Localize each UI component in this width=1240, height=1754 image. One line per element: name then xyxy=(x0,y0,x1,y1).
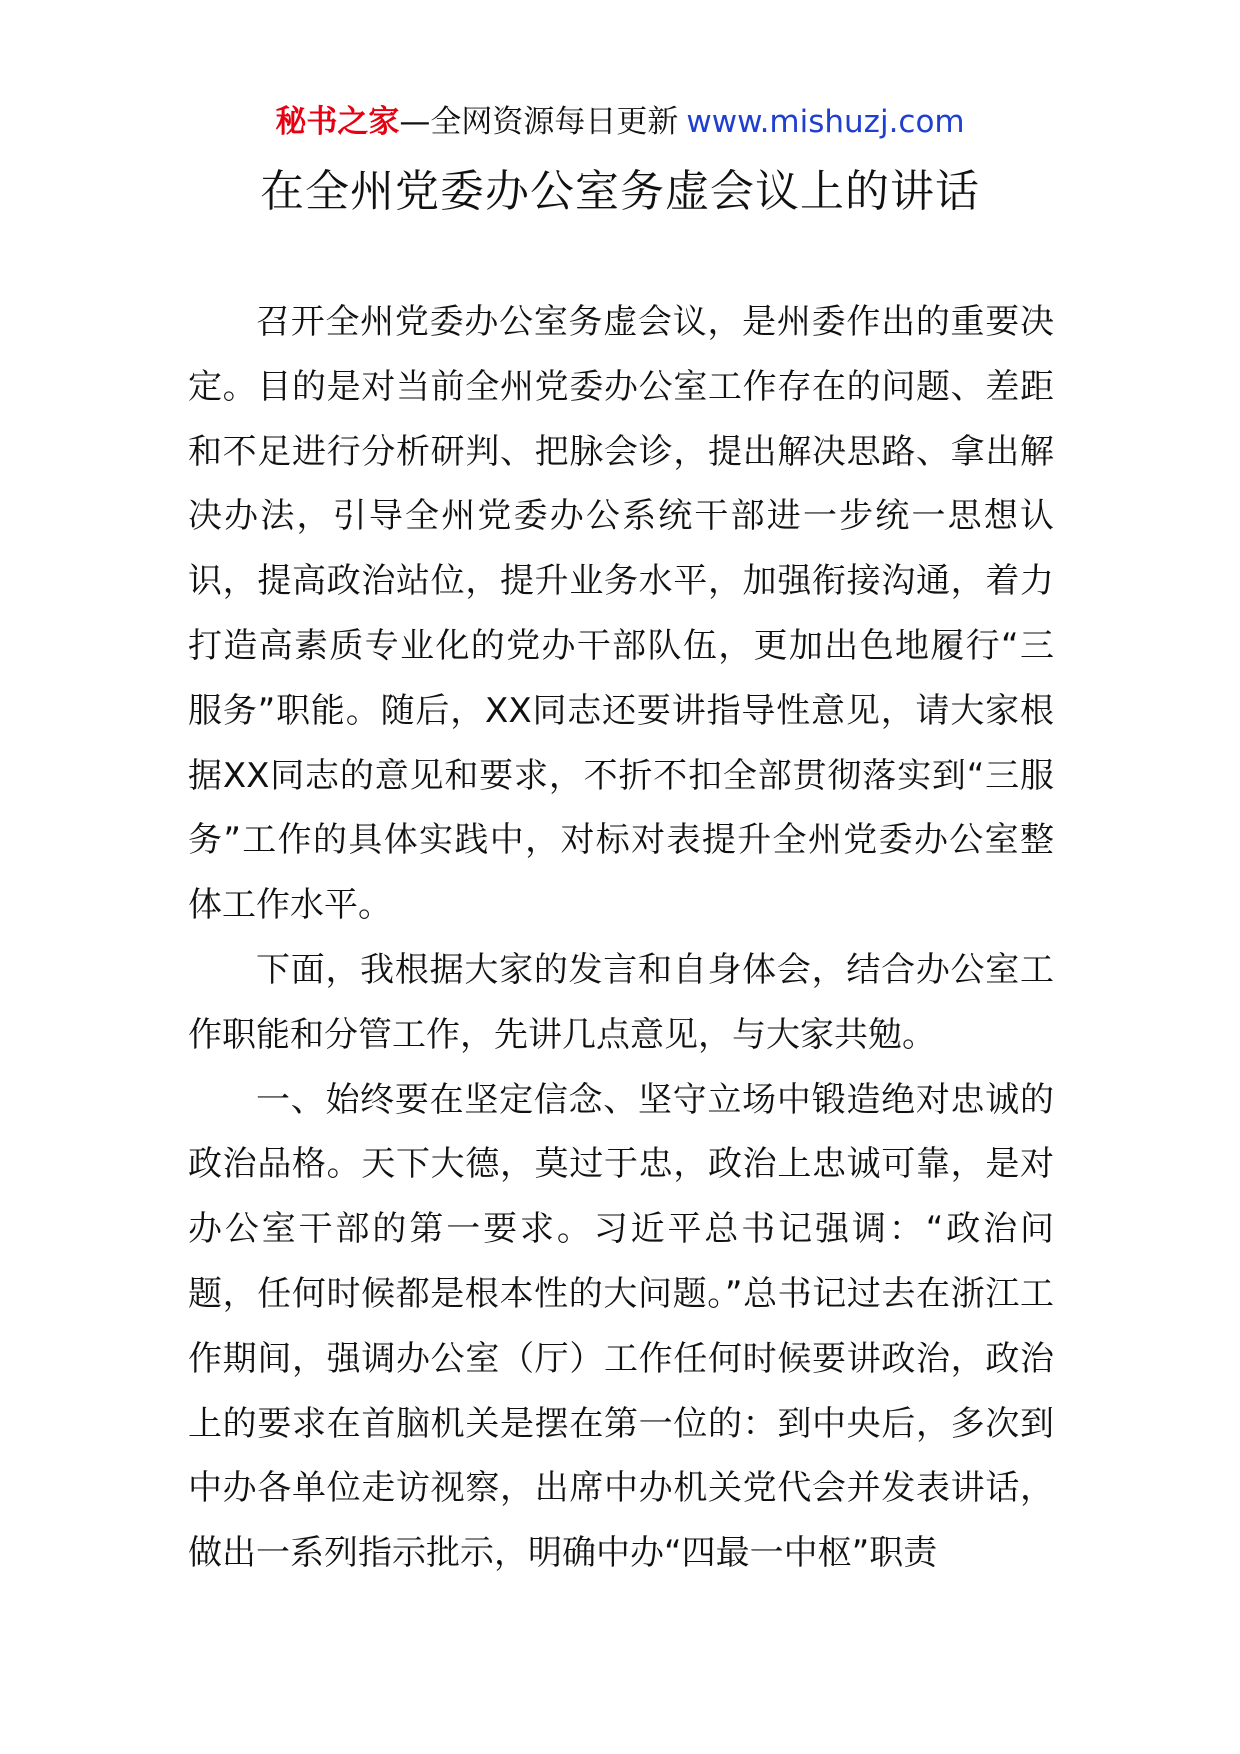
site-brand: 秘书之家 xyxy=(275,104,400,140)
document-title: 在全州党委办公室务虚会议上的讲话 xyxy=(260,166,980,217)
paragraph: 下面，我根据大家的发言和自身体会，结合办公室工作职能和分管工作，先讲几点意见，与大家共勉。 xyxy=(188,949,1054,1055)
site-header xyxy=(0,100,1240,144)
site-url-link[interactable]: www.mishuzj.com xyxy=(686,104,965,140)
site-tagline: —全网资源每日更新 xyxy=(399,104,679,140)
document-body xyxy=(188,290,1054,1586)
paragraph: 召开全州党委办公室务虚会议，是州委作出的重要决定。目的是对当前全州党委办公室工作存在的问题、差距和不足进行分析研判、把脉会诊，提出解决思路、拿出解决办法，引导全州党委办公系统干部进一步统一思想认识，提高政治站位，提升业务水平，加强衔接沟通，着力打造高素质专业化的党办干部队伍，更加出色地履行“三服务”职能。随后，XX同志还要讲指导性意见，请大家根据XX同志的意见和要求，不折不扣全部贯彻落实到“三服务”工作的具体实践中，对标对表提升全州党委办公室整体工作水平。 xyxy=(188,302,1054,926)
paragraph: 一、始终要在坚定信念、坚守立场中锻造绝对忠诚的政治品格。天下大德，莫过于忠，政治上忠诚可靠，是对办公室干部的第一要求。习近平总书记强调：“政治问题，任何时候都是根本性的大问题。”总书记过去在浙江工作期间，强调办公室（厅）工作任何时候要讲政治，政治上的要求在首脑机关是摆在第一位的：到中央后，多次到中办各单位走访视察，出席中办机关党代会并发表讲话，做出一系列指示批示，明确中办“四最一中枢”职责 xyxy=(188,1079,1054,1574)
